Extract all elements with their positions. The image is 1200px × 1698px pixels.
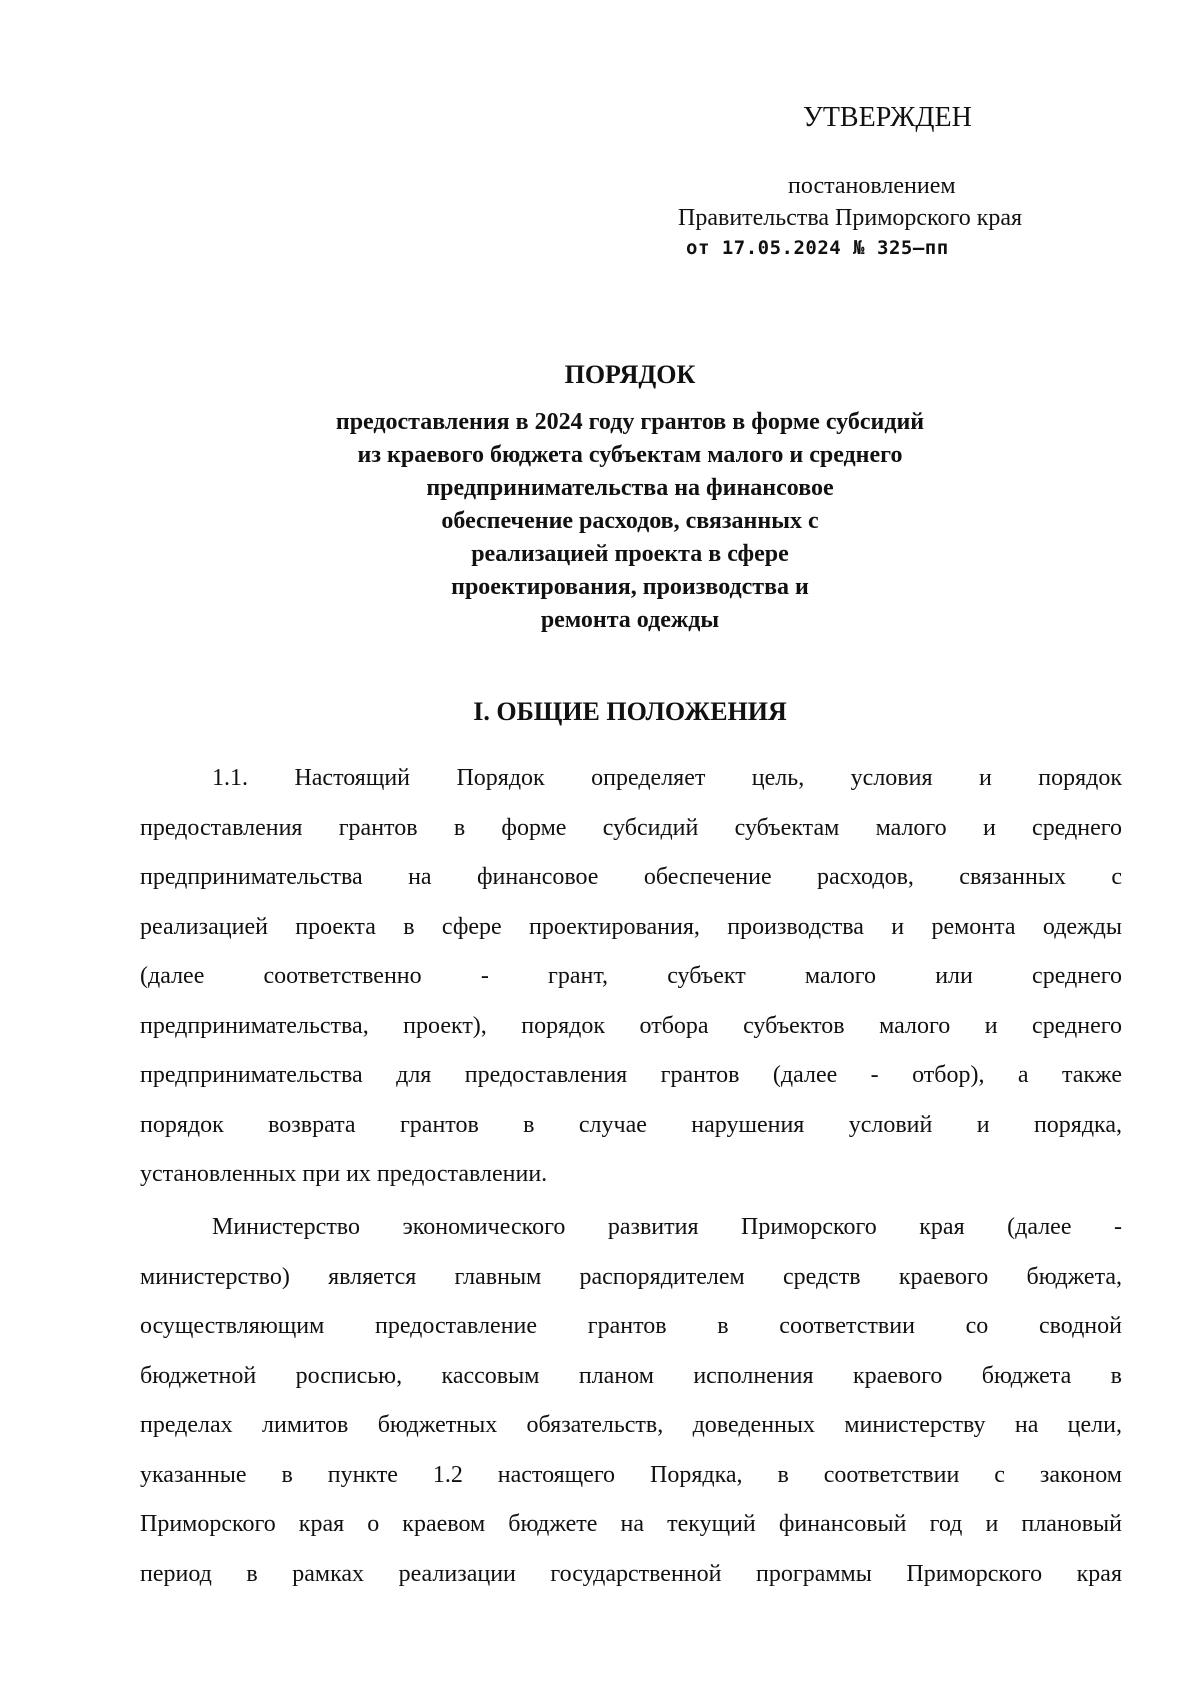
paragraph-line: пределах лимитов бюджетных обязательств, доведенных министерству на цели, <box>140 1412 1122 1438</box>
subtitle-line: ремонта одежды <box>540 607 720 633</box>
government-label: Правительства Приморского края <box>678 205 1023 231</box>
approval-block <box>678 100 1118 262</box>
subtitle-line: обеспечение расходов, связанных с <box>441 508 819 534</box>
paragraph-line: 1.1. Настоящий Порядок определяет цель, условия и порядок <box>212 765 1122 791</box>
paragraph-line: предпринимательства на финансовое обеспечение расходов, связанных с <box>140 864 1122 890</box>
subtitle-line: реализацией проекта в сфере <box>471 541 789 567</box>
section-heading: I. ОБЩИЕ ПОЛОЖЕНИЯ <box>473 697 787 726</box>
decree-number-stamp: от 17.05.2024 № 325–пп <box>686 237 949 259</box>
paragraph-line: предпринимательства для предоставления грантов (далее - отбор), а также <box>140 1062 1122 1088</box>
paragraph-line: реализацией проекта в сфере проектирования, производства и ремонта одежды <box>140 913 1122 940</box>
paragraph-line: Приморского края о краевом бюджете на текущий финансовый год и плановый <box>140 1511 1122 1537</box>
paragraph-line: бюджетной росписью, кассовым планом исполнения краевого бюджета в <box>140 1362 1122 1389</box>
subtitle-line: предоставления в 2024 году грантов в форме субсидий <box>335 409 925 435</box>
paragraph-line: Министерство экономического развития Приморского края (далее - <box>212 1214 1122 1240</box>
paragraph-2 <box>140 1203 1122 1599</box>
approved-by-label: постановлением <box>788 173 956 199</box>
paragraph-line: предоставления грантов в форме субсидий субъектам малого и среднего <box>140 814 1122 841</box>
approved-label: УТВЕРЖДЕН <box>803 102 972 133</box>
paragraph-line: предпринимательства, проект), порядок отбора субъектов малого и среднего <box>140 1012 1122 1039</box>
document-subtitle <box>0 406 1200 637</box>
paragraph-line: установленных при их предоставлении. <box>140 1161 548 1187</box>
subtitle-line: предпринимательства на финансовое <box>426 475 834 501</box>
paragraph-line: порядок возврата грантов в случае нарушения условий и порядка, <box>140 1111 1122 1138</box>
paragraph-line: осуществляющим предоставление грантов в соответствии со сводной <box>140 1313 1122 1339</box>
paragraph-line: период в рамках реализации государственной программы Приморского края <box>140 1560 1122 1587</box>
paragraph-line: министерство) является главным распорядителем средств краевого бюджета, <box>140 1263 1122 1290</box>
document-title: ПОРЯДОК <box>564 360 696 389</box>
paragraph-line: указанные в пункте 1.2 настоящего Порядка, в соответствии с законом <box>140 1461 1122 1488</box>
paragraph-line: (далее соответственно - грант, субъект малого или среднего <box>140 963 1122 989</box>
subtitle-line: из краевого бюджета субъектам малого и среднего <box>357 442 903 468</box>
subtitle-line: проектирования, производства и <box>451 574 809 600</box>
paragraph-1 <box>140 754 1122 1200</box>
